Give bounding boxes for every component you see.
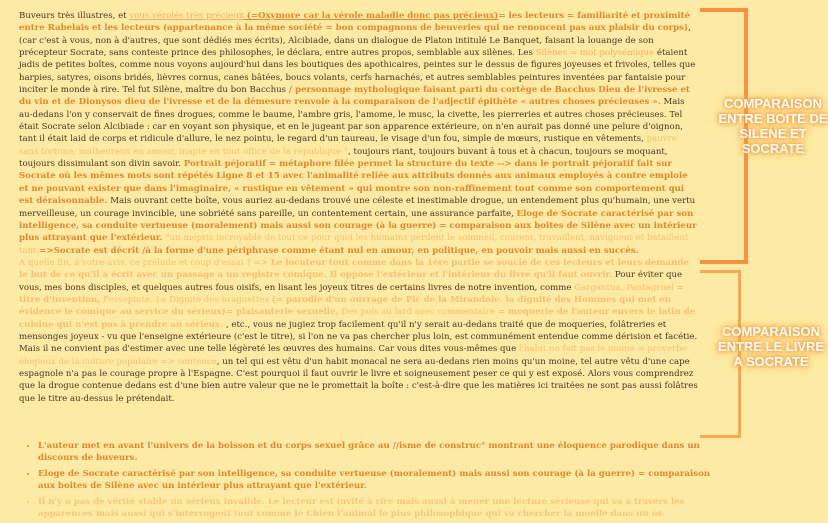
text-span: Buveurs très illustres, et: [19, 11, 130, 21]
text-span: étaient jadis de petites boîtes, comme nous voyons aujourd'hui dans les boutiques des apothicaires, peintes sur le dessus de figures joyeuses et frivoles, telles que harpies, satyres, oisons bridés, lièvres cornus, canes bâtées, boucs volants, cerfs harnachés, et autres semblables peintures inventées par fantaisie pour inciter le monde à rire. Tel fut Silène, maître du bon Bacchus: [19, 48, 696, 96]
margin-label-comparison-2: COMPARAISON ENTRE LE LIVRE A SOCRATE: [717, 324, 825, 369]
annotated-title: Gargantua, Pantagruel: [574, 282, 674, 293]
text-column: [19, 10, 699, 405]
annotated-title: Fessepinte, La Dignité des braguettes: [103, 294, 269, 305]
list-item: • L'auteur met en avant l'univers de la boisson et du corps sexuel grâce au //isme de construc° montrant une éloquence parodique dans un discours de buveurs.: [38, 440, 728, 465]
annotated-phrase-light: pauvre sans fortune, malheureux en amour, inapte en tout office de la république °: [19, 134, 677, 157]
annotated-phrase: vous vérolés très précieux: [129, 11, 244, 21]
annotated-title: Des pois au lard avec commentaire: [341, 307, 495, 318]
annotation-locuteur: Le locuteur tout comme dans la 1ère partie se soucie de ces lecteurs et leurs demande le but de ce qu'il a écrit avec un passage a un registre comique. Il oppose l'extérieur et l'intérieur du livre qu'il faut ouvrir.: [19, 257, 689, 281]
paragraph-2: [19, 257, 699, 405]
list-item: • Eloge de Socrate caractérisé par son intelligence, sa conduite vertueuse (moralement) mais aussi son courage (à la guerre) = comparaison aux boites de Silène avec un intérieur plus attrayant que l'extérieur.: [38, 468, 728, 493]
text-span: , toujours riant, toujours buvant à tous et à chacun, toujours se moquant, toujours dissimulant son divin savoir.: [19, 146, 668, 170]
margin-label-comparison-1: COMPARAISON ENTRE BOITE DE SILENE ET SOCRATE: [718, 96, 828, 156]
text-span: , (car c'est à vous, non à d'autres, que sont dédiés mes écrits), Alcibiade, dans un dialogue de Platon intitulé Le Banquet, faisant la louange de son précepteur Socrate, sans conteste prince des philosophes, le déclara, entre autres propos, semblable aux silènes. Les: [19, 23, 691, 59]
text-span: , un tel qui est vêtu d'un habit monacal ne sera au-dedans rien moins qu'un moine, tel autre vêtu d'une cape espagnole n'a pas le courage propre à l'Espagne. C'est pourquoi il faut ouvrir le livre et soigneusement peser ce qui y est exposé. Alors vous comprendrez que la drogue contenue dedans est d'une bien autre valeur que ne le promettait la boîte : c'est-à-dire que les matières ici traitées ne sont pas aussi folâtres que le titre au-dessus le prétendait.: [19, 356, 698, 404]
annotation-periphrase: =>Socrate est décrit /à la forme d'une périphrase comme étant nul en amour, en politique, en pouvoir mais aussi en succès.: [39, 245, 639, 256]
paragraph-1: [19, 10, 699, 257]
annotation-oxymore: (=Oxymore car la vérole maladie donc pas précieux): [243, 11, 499, 21]
annotation-proverbe: l'habit ne fait pas le moine = proverbe élogieux de la culture populaire => sentence: [19, 344, 687, 367]
summary-list: [24, 440, 728, 523]
text-span: Mais au-dedans l'on y conservait de fines drogues, comme le baume, l'ambre gris, l'amome, le musc, la civette, les pierreries et autres choses précieuses. Tel était Socrate selon Alcibiade : car en voyant son physique, et en le jugeant par son apparence extérieure, on n'en aurait pas donné une pelure d'oignon, tant il était laid de corps et ridicule d'allure, le nez pointu, le regard d'un taureau, le visage d'un fou, simple de mœurs, rustique en vêtements,: [19, 97, 685, 145]
annotation-silenes: Silènes = mot polysémique: [535, 48, 655, 59]
annotation-eloge: Eloge de Socrate caractérisé par son intelligence, sa conduite vertueuse (moralement) mais aussi son courage (à la guerre) = comparaison aux boites de Silène avec un intérieur plus attrayant que l'extérieur.: [19, 208, 697, 244]
annotation-titre: = titre d'invention,: [19, 282, 684, 305]
annotated-phrase-light: °un mépris incroyable de tout ce pour quoi les humains perdent le sommeil, courent, travaillent, naviguent et bataillent tant.: [19, 233, 689, 256]
annotated-phrase-light: A quelle fin, à votre avis, ce prélude et coup d'essai ? =>: [19, 257, 271, 268]
text-span: , etc., vous ne jugiez trop facilement qu'il n'y serait au-dedans traité que de moqueries, folâtreries et mensonges joyeux - vu que l'enseigne extérieure (c'est le titre), si l'on ne va pas chercher plus loin, est communément entendue comme dérision et facétie. Mais il ne convient pas d'estimer avec une telle légèreté les œuvres des humains. Car vous dites vous-mêmes que: [19, 319, 698, 355]
annotation-bacchus: / personnage mythologique faisant parti du cortège de Bacchus Dieu de l'ivresse et du vin et de Dionysos dieu de l'ivresse et de la démesure renvoie à la comparaison de l'adjectif épithète « autres choses précieuses ».: [19, 85, 690, 108]
text-span: Mais ouvrant cette boîte, vous auriez au-dedans trouvé une céleste et inestimable drogue, un entendement plus qu'humain, une vertu merveilleuse, un courage invincible, une sobriété sans pareille, un contentement certain, une assurance parfaite,: [19, 196, 696, 219]
annotation-moquerie: = moquerie de l'auteur envers le latin de cuisine qui n'est pas à prendre au sérieux.: [19, 307, 696, 330]
text-span: Pour éviter que vous, mes bons disciples, et quelques autres fous oisifs, en lisant les joyeux titres de certains livres de notre invention, comme: [19, 270, 683, 293]
list-item: • Il n'y a pas de vérité stable un sérieux invalidé. Le lecteur est invité à rire mais aussi à mener une lecture sérieuse qui va à travers les apparences mais aussi qui s'interrogent tout comme le Chien l'animal le plus philosophique qui va chercher la moelle dans un os.: [38, 496, 728, 521]
annotation-readers: = les lecteurs = familiarité et proximité entre Rabelais et les lecteurs (appartenance à la même société = bon compagnons de beuveries qui ne renoncent pas aux plaisir du corps): [19, 11, 691, 34]
annotation-parodie: (= parodie d'un ouvrage de Pic de la Mirandole, la dignité des Hommes qui met en évidence le comique au service du sérieux)= plaisanterie sexuelle,: [19, 294, 672, 318]
annotation-portrait: Portrait péjoratif = métaphore filée permet la structure du texte --> dans le portrait péjoratif fait sur Socrate où les mêmes mots sont répétés Ligne 8 et 15 avec l'animalité reliée aux attributs donnés aux animaux employés à contre emploie et ne pouvant exister que dans l'imaginaire, « rustique en vêtement » qui montre son non-raffinement tout comme son comportement qui est déraisonnable.: [19, 159, 688, 207]
